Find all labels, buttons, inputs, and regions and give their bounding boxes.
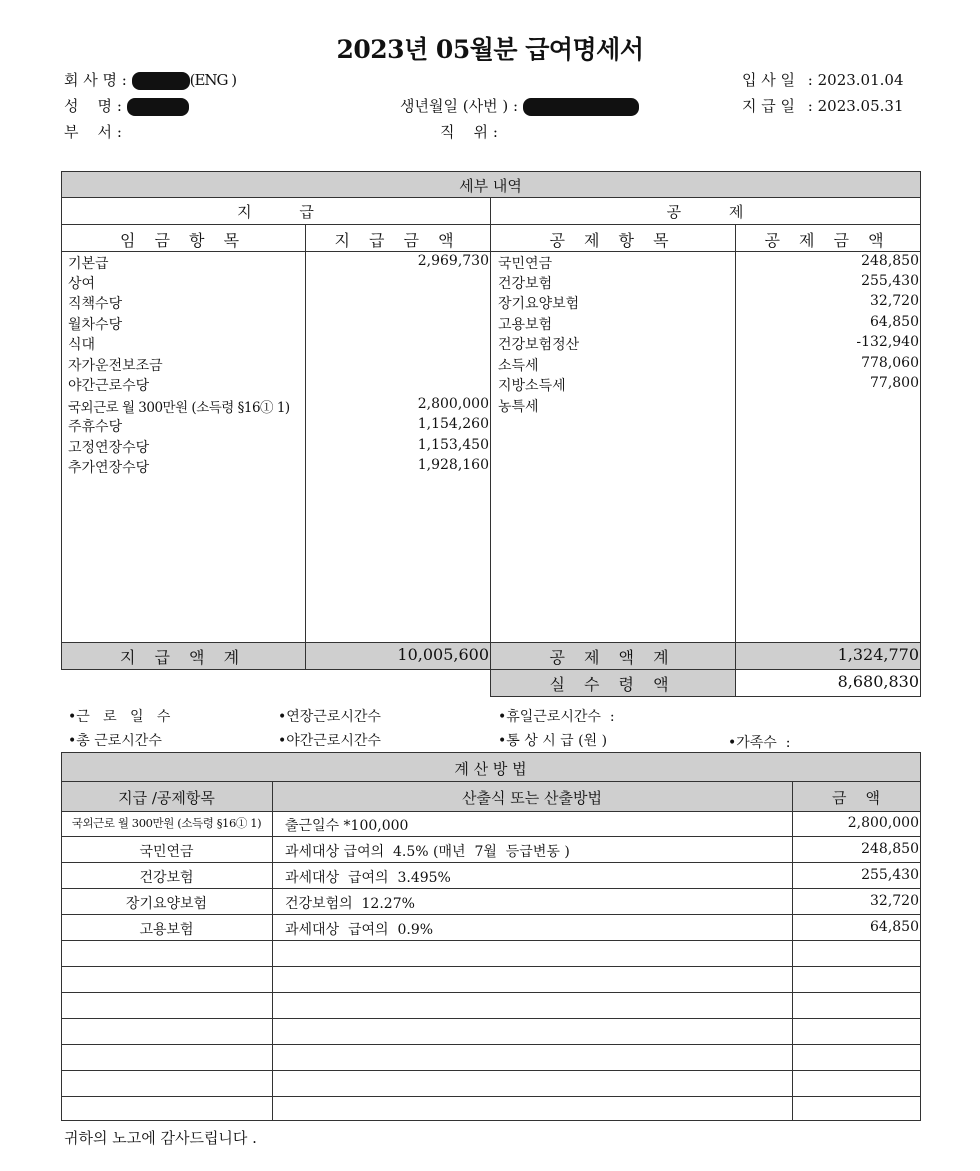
deduct-item-amount: 248,850 [861, 253, 919, 269]
pay-date-label: 지 급 일 [742, 97, 796, 115]
pay-item-amount: 1,154,260 [417, 416, 489, 432]
calc-row-amount: 248,850 [861, 841, 919, 857]
pay-item-amount: 2,800,000 [417, 396, 489, 412]
calc-row-amount: 32,720 [870, 893, 919, 909]
calc-row-amount: 255,430 [861, 867, 919, 883]
pay-item-name: 월차수당 [68, 317, 123, 333]
deduct-item-amount: 64,850 [870, 314, 919, 330]
pay-item-name: 자가운전보조금 [68, 358, 163, 374]
deduct-item-amount: 77,800 [870, 375, 919, 391]
deduct-total-label: 공 제 액 계 [549, 648, 676, 667]
deduct-item-amount: 255,430 [861, 273, 919, 289]
pay-item-amount: 2,969,730 [417, 253, 489, 269]
company-redaction [132, 72, 190, 90]
pay-item-name: 기본급 [68, 256, 109, 272]
calc-row-method: 출근일수 *100,000 [285, 818, 409, 834]
pay-item-name: 국외근로 월 300만원 (소득령 §16① 1) [68, 400, 290, 416]
col-deduct-amount: 공 제 금 액 [764, 231, 891, 250]
pay-item-name: 추가연장수당 [68, 460, 150, 476]
calc-row-amount: 2,800,000 [847, 815, 919, 831]
pay-date: : 2023.05.31 [807, 97, 904, 115]
calc-row-item: 장기요양보험 [125, 896, 208, 912]
work-days-label: •근 로 일 수 [68, 709, 171, 725]
name-row [64, 95, 189, 116]
calc-row-item: 고용보험 [139, 922, 194, 938]
pay-total: 10,005,600 [397, 645, 489, 664]
page-title: 2023년 05월분 급여명세서 [336, 35, 644, 64]
pay-item-amount: 1,153,450 [417, 437, 489, 453]
holiday-hours-label: •휴일근로시간수 : [498, 709, 615, 725]
deduct-item-name: 건강보험정산 [498, 337, 580, 353]
hourly-wage-label: •통 상 시 급 (원 ) [498, 733, 608, 749]
calc-row-method: 과세대상 급여의 4.5% (매년 7월 등급변동 ) [285, 844, 570, 860]
deduct-item-name: 고용보험 [498, 317, 553, 333]
col-pay-item: 임 금 항 목 [119, 231, 247, 250]
deduct-item-name: 소득세 [498, 358, 539, 374]
name-label: 성 명 : [64, 97, 122, 115]
total-hours-label: •총 근로시간수 [68, 733, 162, 749]
overtime-hours-label: •연장근로시간수 [278, 709, 381, 725]
hire-label: 입 사 일 [742, 71, 796, 89]
deduct-total: 1,324,770 [837, 645, 919, 664]
calc-row-method: 과세대상 급여의 3.495% [285, 870, 451, 886]
calc-section-title: 계 산 방 법 [454, 760, 527, 778]
pay-date-row [742, 95, 904, 116]
deduct-item-name: 국민연금 [498, 256, 553, 272]
calc-col-item: 지급 /공제항목 [118, 789, 215, 807]
net-pay-label: 실 수 령 액 [549, 675, 676, 694]
birth-label: 생년월일 (사번 ) : [400, 97, 519, 115]
company-suffix: (ENG ) [189, 71, 237, 89]
deduct-item-name: 건강보험 [498, 276, 553, 292]
deduct-item-name: 지방소득세 [498, 378, 566, 394]
deduct-item-amount: 32,720 [870, 293, 919, 309]
pay-item-name: 주휴수당 [68, 419, 123, 435]
birth-row [400, 95, 639, 116]
net-pay-amount: 8,680,830 [837, 672, 919, 691]
deduct-item-amount: 778,060 [861, 355, 919, 371]
calc-row-item: 국외근로 월 300만원 (소득령 §16① 1) [71, 816, 262, 830]
company-label: 회 사 명 : [64, 71, 127, 89]
pay-total-label: 지 급 액 계 [119, 648, 247, 667]
position-label: 직 위 : [440, 123, 498, 141]
calc-col-amount: 금 액 [831, 789, 881, 807]
footer-thanks: 귀하의 노고에 감사드립니다 . [64, 1129, 257, 1147]
col-pay-amount: 지 급 금 액 [334, 231, 461, 250]
family-count-label: •가족수 : [728, 735, 791, 751]
deduct-item-amount: -132,940 [856, 334, 919, 350]
calc-row-item: 건강보험 [139, 870, 194, 886]
deduct-item-name: 농특세 [498, 399, 539, 415]
pay-item-name: 야간근로수당 [68, 378, 150, 394]
calc-row-amount: 64,850 [870, 919, 919, 935]
birth-redaction [523, 98, 639, 116]
col-deduct-item: 공 제 항 목 [549, 231, 676, 250]
pay-section-title: 지 급 [237, 203, 314, 221]
calc-row-method: 건강보험의 12.27% [285, 896, 415, 912]
company-row [64, 69, 236, 90]
pay-item-name: 고정연장수당 [68, 440, 150, 456]
calc-row-method: 과세대상 급여의 0.9% [285, 922, 434, 938]
deduct-item-name: 장기요양보험 [498, 296, 580, 312]
pay-item-name: 상여 [68, 276, 96, 292]
calc-col-method: 산출식 또는 산출방법 [462, 789, 602, 807]
pay-item-name: 식대 [68, 337, 96, 353]
calc-row-item: 국민연금 [139, 844, 194, 860]
dept-label: 부 서 : [64, 123, 122, 141]
details-section-title: 세부 내역 [459, 177, 522, 195]
hire-date: : 2023.01.04 [807, 71, 904, 89]
name-redaction [127, 98, 189, 116]
hire-row [742, 69, 904, 90]
night-hours-label: •야간근로시간수 [278, 733, 381, 749]
pay-item-amount: 1,928,160 [417, 457, 489, 473]
pay-item-name: 직책수당 [68, 296, 123, 312]
deduct-section-title: 공 제 [666, 203, 744, 221]
